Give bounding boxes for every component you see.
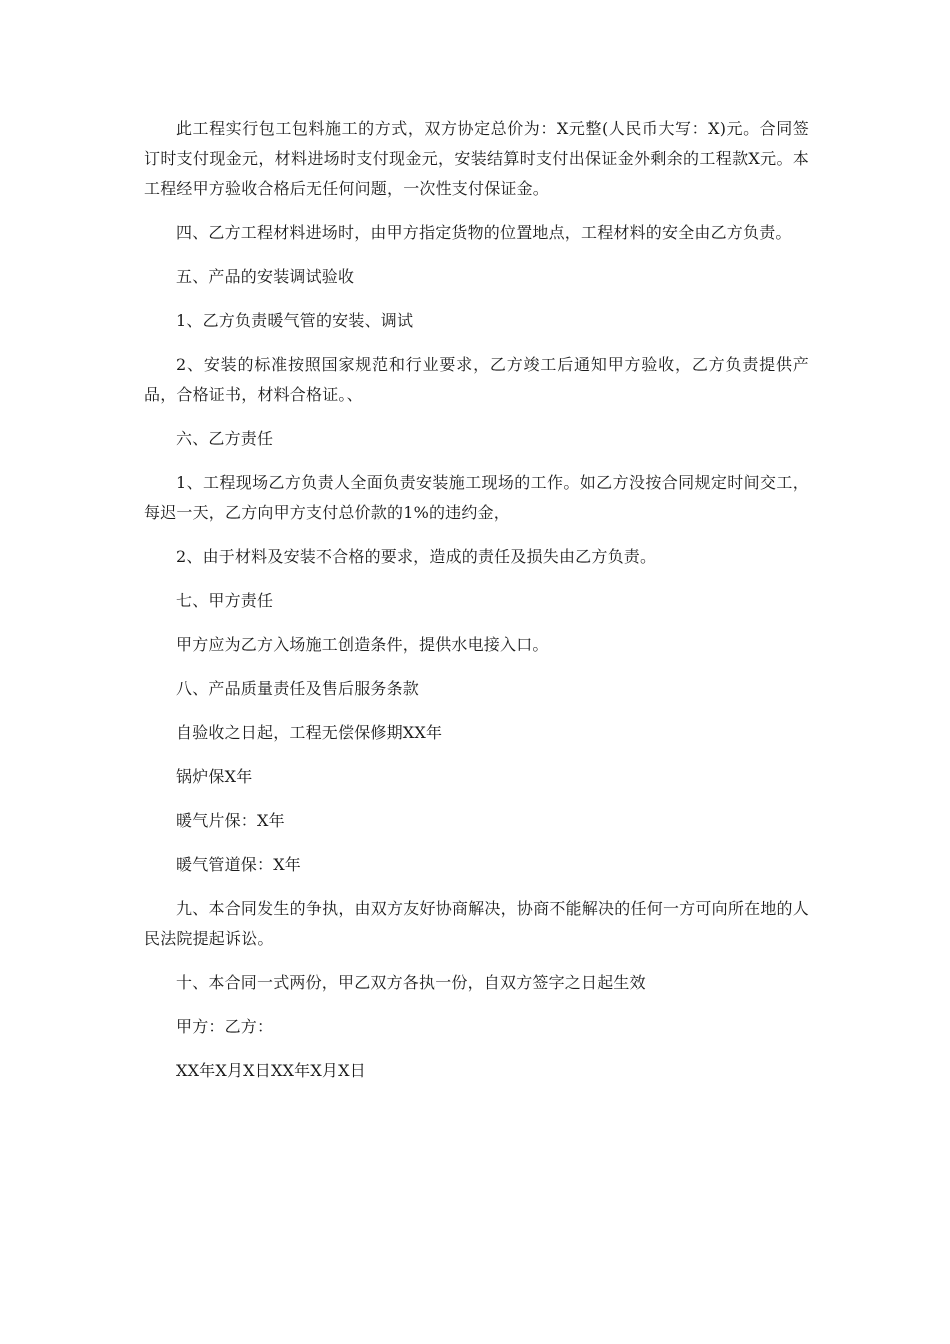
- paragraph-pipe-warranty: 暖气管道保：X年: [176, 855, 301, 874]
- heading-clause-7: 七、甲方责任: [176, 591, 274, 610]
- paragraph-clause-7: 甲方应为乙方入场施工创造条件，提供水电接入口。: [176, 635, 549, 654]
- paragraph-boiler-warranty: 锅炉保X年: [176, 767, 253, 786]
- paragraph-clause-9: 九、本合同发生的争执，由双方友好协商解决，协商不能解决的任何一方可向所在地的人民法院提起诉讼。: [144, 899, 809, 948]
- paragraph-clause-10: 十、本合同一式两份，甲乙双方各执一份，自双方签字之日起生效: [176, 973, 646, 992]
- paragraph-clause-4: 四、乙方工程材料进场时，由甲方指定货物的位置地点，工程材料的安全由乙方负责。: [176, 223, 792, 242]
- heading-clause-5: 五、产品的安装调试验收: [176, 267, 355, 286]
- paragraph-warranty-period: 自验收之日起，工程无偿保修期XX年: [176, 723, 443, 742]
- paragraph-payment-terms: 此工程实行包工包料施工的方式，双方协定总价为：X元整(人民币大写：X)元。合同签订时支付现金元，材料进场时支付现金元，安装结算时支付出保证金外剩余的工程款X元。本工程经甲方验收合格后无任何问题，一次性支付保证金。: [144, 119, 809, 198]
- paragraph-clause-6-item-2: 2、由于材料及安装不合格的要求，造成的责任及损失由乙方负责。: [176, 547, 657, 566]
- signature-dates: XX年X月X日XX年X月X日: [176, 1061, 366, 1080]
- heading-clause-6: 六、乙方责任: [176, 429, 274, 448]
- document-body: [144, 114, 809, 1100]
- paragraph-clause-6-item-1: 1、工程现场乙方负责人全面负责安装施工现场的工作。如乙方没按合同规定时间交工，每迟一天，乙方向甲方支付总价款的1%的违约金，: [144, 473, 809, 522]
- signature-parties: 甲方：乙方：: [176, 1017, 274, 1036]
- paragraph-clause-5-item-1: 1、乙方负责暖气管的安装、调试: [176, 311, 414, 330]
- paragraph-clause-5-item-2: 2、安装的标准按照国家规范和行业要求，乙方竣工后通知甲方验收，乙方负责提供产品，合格证书，材料合格证。、: [144, 355, 809, 404]
- paragraph-radiator-warranty: 暖气片保：X年: [176, 811, 285, 830]
- heading-clause-8: 八、产品质量责任及售后服务条款: [176, 679, 420, 698]
